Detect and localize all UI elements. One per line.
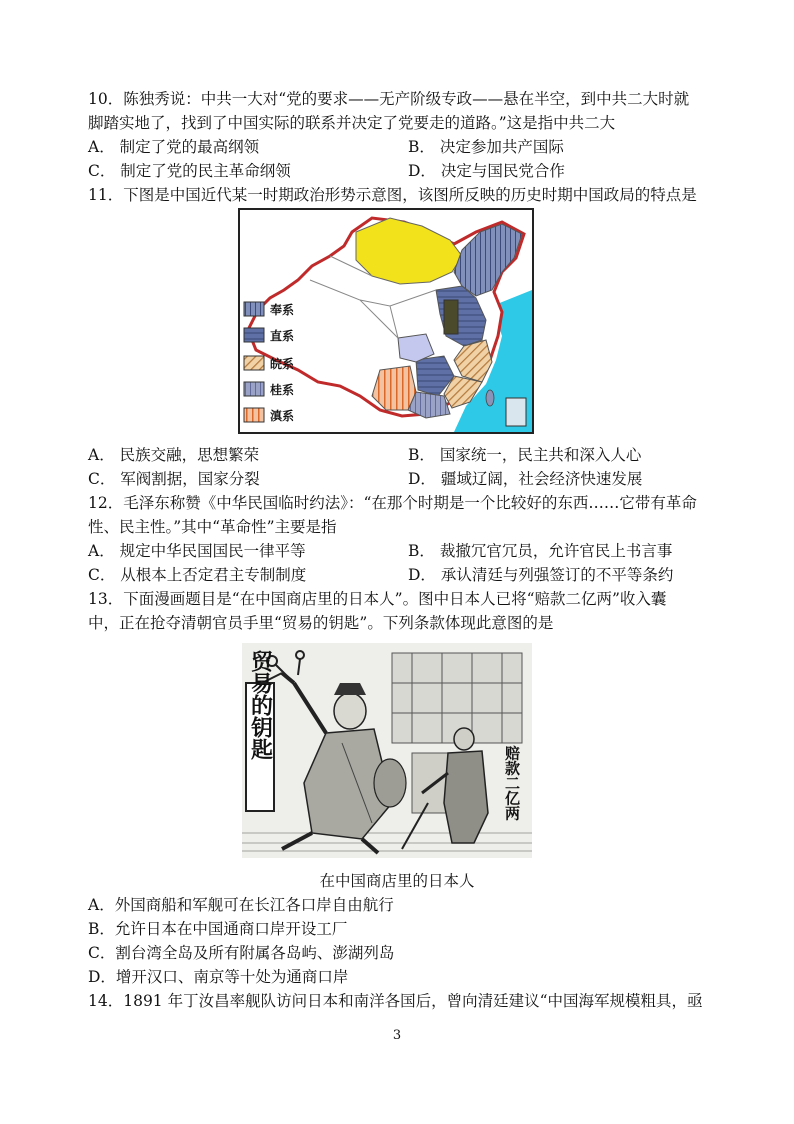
legend-label-zhixi: 直系 bbox=[270, 329, 295, 343]
q13-option-d[interactable]: D．增开汉口、南京等十处为通商口岸 bbox=[88, 968, 349, 986]
map-figure bbox=[240, 210, 532, 432]
legend-swatch-wanxi bbox=[244, 356, 264, 370]
q13-option-a[interactable]: A．外国商船和军舰可在长江各口岸自由航行 bbox=[88, 896, 394, 914]
cartoon-figure bbox=[242, 643, 532, 858]
legend-swatch-guixi bbox=[244, 382, 264, 396]
region-shanxi bbox=[444, 300, 458, 334]
q10-option-c[interactable]: C． 制定了党的民主革命纲领 bbox=[88, 162, 291, 180]
vase bbox=[374, 759, 406, 807]
legend-label-wanxi: 皖系 bbox=[270, 357, 295, 371]
q10-option-d[interactable]: D． 决定与国民党合作 bbox=[408, 162, 565, 180]
label-trade-key: 贸易的钥匙 bbox=[247, 650, 273, 760]
taiwan-island bbox=[486, 390, 494, 406]
q13-stem-line2: 中，正在抢夺清朝官员手里“贸易的钥匙”。下列条款体现此意图的是 bbox=[88, 614, 554, 632]
q10-option-a[interactable]: A． 制定了党的最高纲领 bbox=[88, 138, 260, 156]
q10-stem-line2: 脚踏实地了，找到了中国实际的联系并决定了党要走的道路。”这是指中共二大 bbox=[88, 114, 616, 132]
political-map bbox=[238, 208, 534, 434]
q12-option-c[interactable]: C． 从根本上否定君主专制制度 bbox=[88, 566, 307, 584]
q10-option-b[interactable]: B． 决定参加共产国际 bbox=[408, 138, 564, 156]
q11-stem: 11．下图是中国近代某一时期政治形势示意图，该图所反映的历史时期中国政局的特点是 bbox=[88, 186, 697, 204]
q12-stem-line1: 12．毛泽东称赞《中华民国临时约法》：“在那个时期是一个比较好的东西……它带有革命 bbox=[88, 494, 697, 512]
south-sea-inset bbox=[506, 398, 526, 426]
cartoon-illustration bbox=[242, 643, 532, 858]
legend-swatch-zhixi bbox=[244, 328, 264, 342]
q12-option-b[interactable]: B． 裁撤冗官冗员，允许官民上书言事 bbox=[408, 542, 673, 560]
legend-label-dianxi: 滇系 bbox=[270, 409, 295, 423]
page-number: 3 bbox=[392, 1028, 402, 1043]
q10-stem-line1: 10．陈独秀说：中共一大对“党的要求——无产阶级专政——悬在半空，到中共二大时就 bbox=[88, 90, 690, 108]
q11-option-a[interactable]: A． 民族交融，思想繁荣 bbox=[88, 446, 260, 464]
q12-stem-line2: 性、民主性。”其中“革命性”主要是指 bbox=[88, 518, 337, 536]
q13-stem-line1: 13．下面漫画题目是“在中国商店里的日本人”。图中日本人已将“赔款二亿两”收入囊 bbox=[88, 590, 667, 608]
legend-swatch-dianxi bbox=[244, 408, 264, 422]
q11-option-d[interactable]: D． 疆域辽阔，社会经济快速发展 bbox=[408, 470, 643, 488]
q11-option-c[interactable]: C． 军阀割据，国家分裂 bbox=[88, 470, 260, 488]
q12-option-a[interactable]: A． 规定中华民国国民一律平等 bbox=[88, 542, 306, 560]
region-fengxi bbox=[454, 224, 522, 296]
label-indemnity: 赔款二亿两 bbox=[503, 745, 521, 821]
legend-label-guixi: 桂系 bbox=[270, 383, 295, 397]
legend-swatch-fengxi bbox=[244, 302, 264, 316]
legend-label-fengxi: 奉系 bbox=[270, 303, 295, 317]
q13-option-b[interactable]: B．允许日本在中国通商口岸开设工厂 bbox=[88, 920, 348, 938]
q14-stem-line1: 14．1891 年丁汝昌率舰队访问日本和南洋各国后，曾向清廷建议“中国海军规模粗具，亟 bbox=[88, 992, 703, 1010]
q12-option-d[interactable]: D． 承认清廷与列强签订的不平等条约 bbox=[408, 566, 674, 584]
q11-option-b[interactable]: B． 国家统一，民主共和深入人心 bbox=[408, 446, 642, 464]
mongolia-region bbox=[356, 218, 462, 284]
cartoon-caption: 在中国商店里的日本人 bbox=[319, 872, 475, 890]
q13-option-c[interactable]: C．割台湾全岛及所有附属各岛屿、澎湖列岛 bbox=[88, 944, 395, 962]
